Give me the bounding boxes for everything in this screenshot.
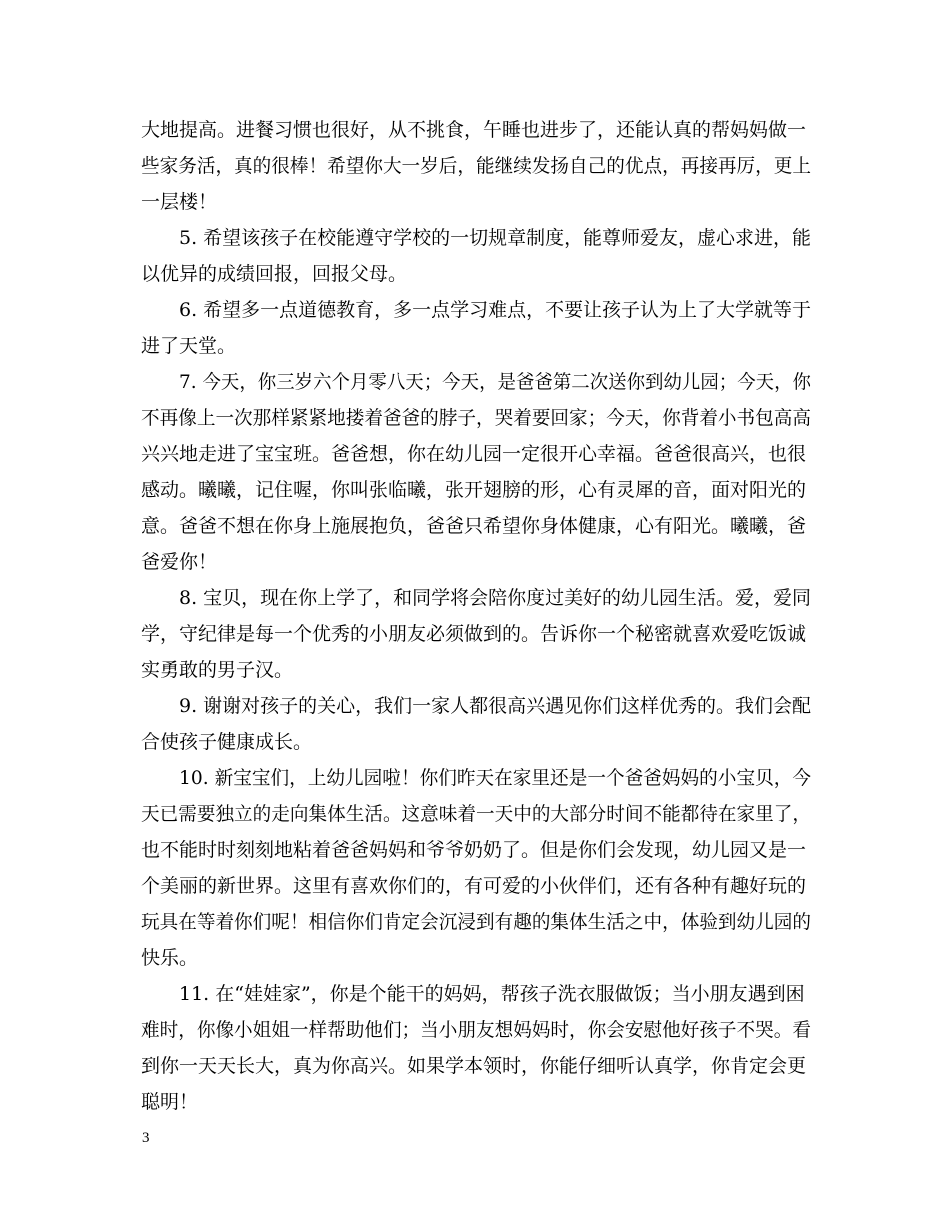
text-line: 玩具在等着你们呢！相信你们肯定会沉浸到有趣的集体生活之中，体验到幼儿园的 [141, 911, 811, 933]
paragraph-6 [141, 292, 811, 364]
text-line: 兴兴地走进了宝宝班。爸爸想，你在幼儿园一定很开心幸福。爸爸很高兴，也很 [141, 443, 807, 465]
paragraph-11 [141, 976, 811, 1120]
text-line: 8. 宝贝，现在你上学了，和同学将会陪你度过美好的幼儿园生活。爱，爱同 [179, 587, 811, 609]
paragraph-9 [141, 688, 811, 760]
text-line: 学，守纪律是每一个优秀的小朋友必须做到的。告诉你一个秘密就喜欢爱吃饭诚 [141, 623, 807, 645]
text-line: 也不能时时刻刻地粘着爸爸妈妈和爷爷奶奶了。但是你们会发现，幼儿园又是一 [141, 839, 807, 861]
text-line: 6. 希望多一点道德教育，多一点学习难点，不要让孩子认为上了大学就等于 [179, 299, 811, 321]
text-line: 7. 今天，你三岁六个月零八天；今天，是爸爸第二次送你到幼儿园；今天，你 [179, 371, 811, 393]
text-line: 一层楼！ [141, 191, 218, 213]
text-line: 9. 谢谢对孩子的关心，我们一家人都很高兴遇见你们这样优秀的。我们会配 [179, 695, 811, 717]
paragraph-7 [141, 364, 811, 580]
paragraph-5 [141, 220, 811, 292]
paragraph-continued [141, 112, 811, 220]
text-line: 合使孩子健康成长。 [141, 731, 313, 753]
text-line: 意。爸爸不想在你身上施展抱负，爸爸只希望你身体健康，心有阳光。曦曦，爸 [141, 515, 807, 537]
text-line: 大地提高。进餐习惯也很好，从不挑食，午睡也进步了，还能认真的帮妈妈做一 [141, 119, 807, 141]
text-line: 爸爱你！ [141, 551, 218, 573]
text-line: 5. 希望该孩子在校能遵守学校的一切规章制度，能尊师爱友，虚心求进，能 [179, 227, 811, 249]
text-line: 不再像上一次那样紧紧地搂着爸爸的脖子，哭着要回家；今天，你背着小书包高高 [141, 407, 811, 429]
text-line: 10. 新宝宝们，上幼儿园啦！你们昨天在家里还是一个爸爸妈妈的小宝贝，今 [179, 767, 811, 789]
paragraph-10 [141, 760, 811, 976]
text-line: 难时，你像小姐姐一样帮助他们；当小朋友想妈妈时，你会安慰他好孩子不哭。看 [141, 1019, 811, 1041]
text-line: 感动。曦曦，记住喔，你叫张临曦，张开翅膀的形，心有灵犀的音，面对阳光的 [141, 479, 807, 501]
text-line: 实勇敢的男子汉。 [141, 659, 294, 681]
text-line: 11. 在“娃娃家”，你是个能干的妈妈，帮孩子洗衣服做饭；当小朋友遇到困 [179, 983, 805, 1005]
paragraph-8 [141, 580, 811, 688]
document-body [141, 112, 811, 1120]
text-line: 以优异的成绩回报，回报父母。 [141, 263, 408, 285]
text-line: 个美丽的新世界。这里有喜欢你们的，有可爱的小伙伴们，还有各种有趣好玩的 [141, 875, 807, 897]
text-line: 快乐。 [141, 947, 199, 969]
text-line: 天已需要独立的走向集体生活。这意味着一天中的大部分时间不能都待在家里了， [141, 803, 811, 825]
text-line: 进了天堂。 [141, 335, 237, 357]
text-line: 到你一天天长大，真为你高兴。如果学本领时，你能仔细听认真学，你肯定会更 [141, 1055, 807, 1077]
page-number: 3 [142, 1130, 150, 1146]
text-line: 些家务活，真的很棒！希望你大一岁后，能继续发扬自己的优点，再接再厉，更上 [141, 155, 811, 177]
text-line: 聪明！ [141, 1091, 199, 1113]
